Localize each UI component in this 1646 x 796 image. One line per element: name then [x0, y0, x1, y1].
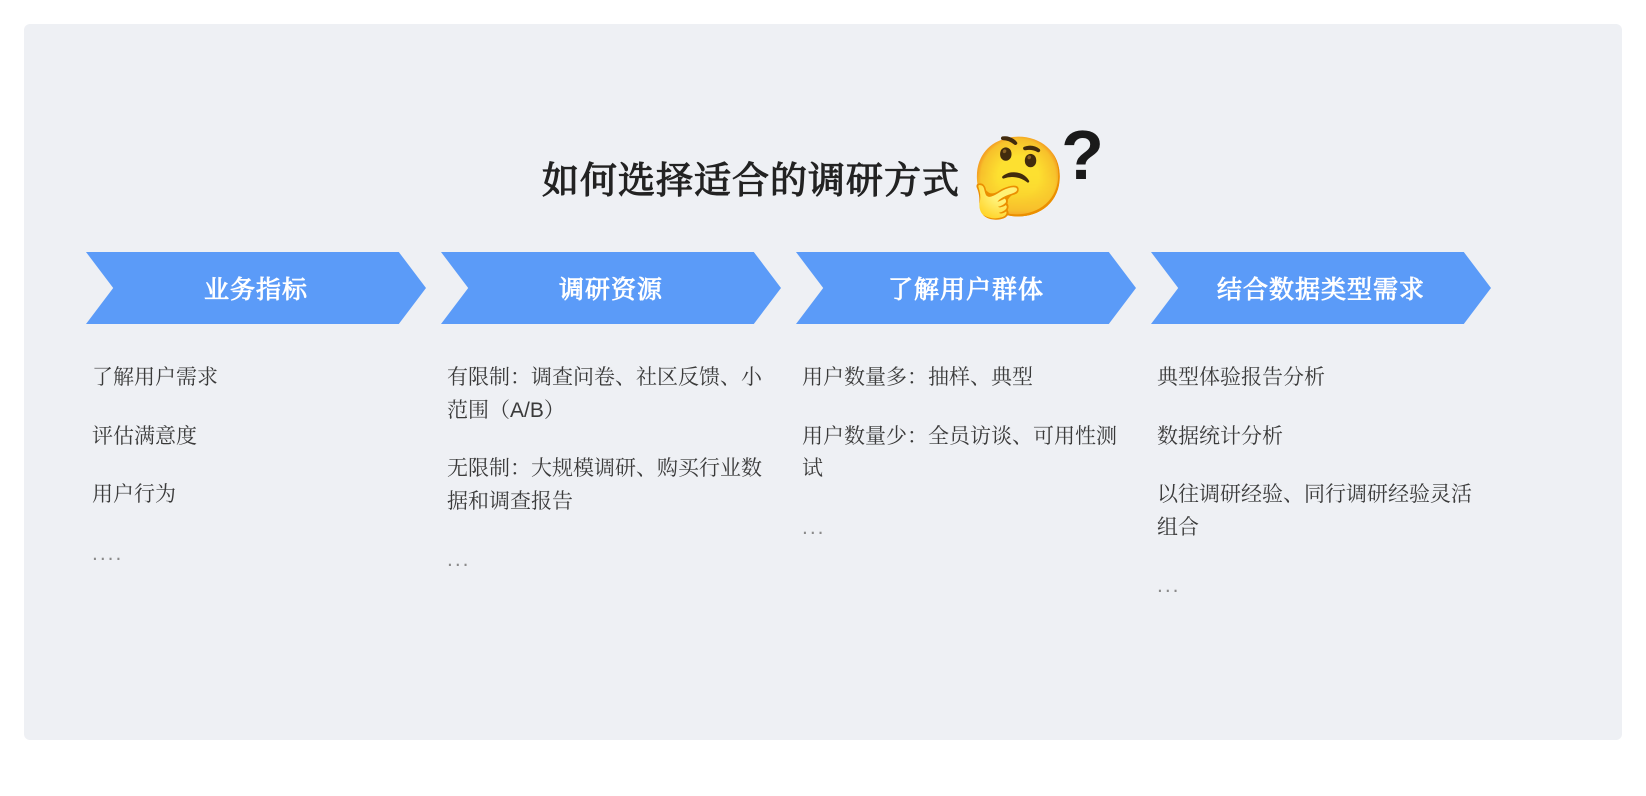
thinking-face-icon: 🤔: [970, 133, 1068, 221]
list-item: 数据统计分析: [1157, 424, 1283, 448]
list-item: 用户数量少：全员访谈、可用性测试: [802, 424, 1117, 481]
columns-container: [86, 252, 1586, 629]
slide-canvas: [24, 24, 1622, 740]
list-item: ...: [447, 548, 471, 572]
column-user-group: [796, 252, 1136, 629]
list-item: 评估满意度: [92, 424, 197, 448]
chevron-header-research-resources: [441, 252, 781, 324]
column-data-type-needs: [1151, 252, 1491, 629]
chevron-label: 业务指标: [203, 276, 308, 304]
column-business-metrics: [86, 252, 426, 629]
items-list-data-type-needs: [1151, 362, 1491, 603]
list-item: 典型体验报告分析: [1157, 366, 1325, 389]
question-mark-icon: ?: [1061, 116, 1104, 194]
list-item: 用户数量多：抽样、典型: [802, 366, 1033, 389]
list-item: ...: [1157, 574, 1181, 598]
list-item: 有限制：调查问卷、社区反馈、小范围（A/B）: [447, 366, 762, 422]
chevron-header-business-metrics: [86, 252, 426, 324]
list-item: 以往调研经验、同行调研经验灵活组合: [1157, 483, 1472, 539]
title-row: [24, 112, 1622, 242]
title-emoji-group: [970, 116, 1104, 221]
chevron-header-user-group: [796, 252, 1136, 324]
list-item: ...: [802, 515, 826, 539]
list-item: 用户行为: [92, 483, 176, 507]
list-item: 了解用户需求: [92, 366, 218, 389]
page-title: 如何选择适合的调研方式: [542, 160, 961, 201]
items-list-research-resources: [441, 362, 781, 577]
items-list-business-metrics: [86, 362, 426, 570]
items-list-user-group: [796, 362, 1136, 544]
list-item: 无限制：大规模调研、购买行业数据和调查报告: [447, 457, 762, 513]
chevron-header-data-type-needs: [1151, 252, 1491, 324]
chevron-label: 结合数据类型需求: [1216, 276, 1425, 304]
column-research-resources: [441, 252, 781, 629]
chevron-label: 了解用户群体: [887, 276, 1044, 304]
chevron-label: 调研资源: [558, 276, 663, 304]
list-item: ....: [92, 541, 124, 565]
